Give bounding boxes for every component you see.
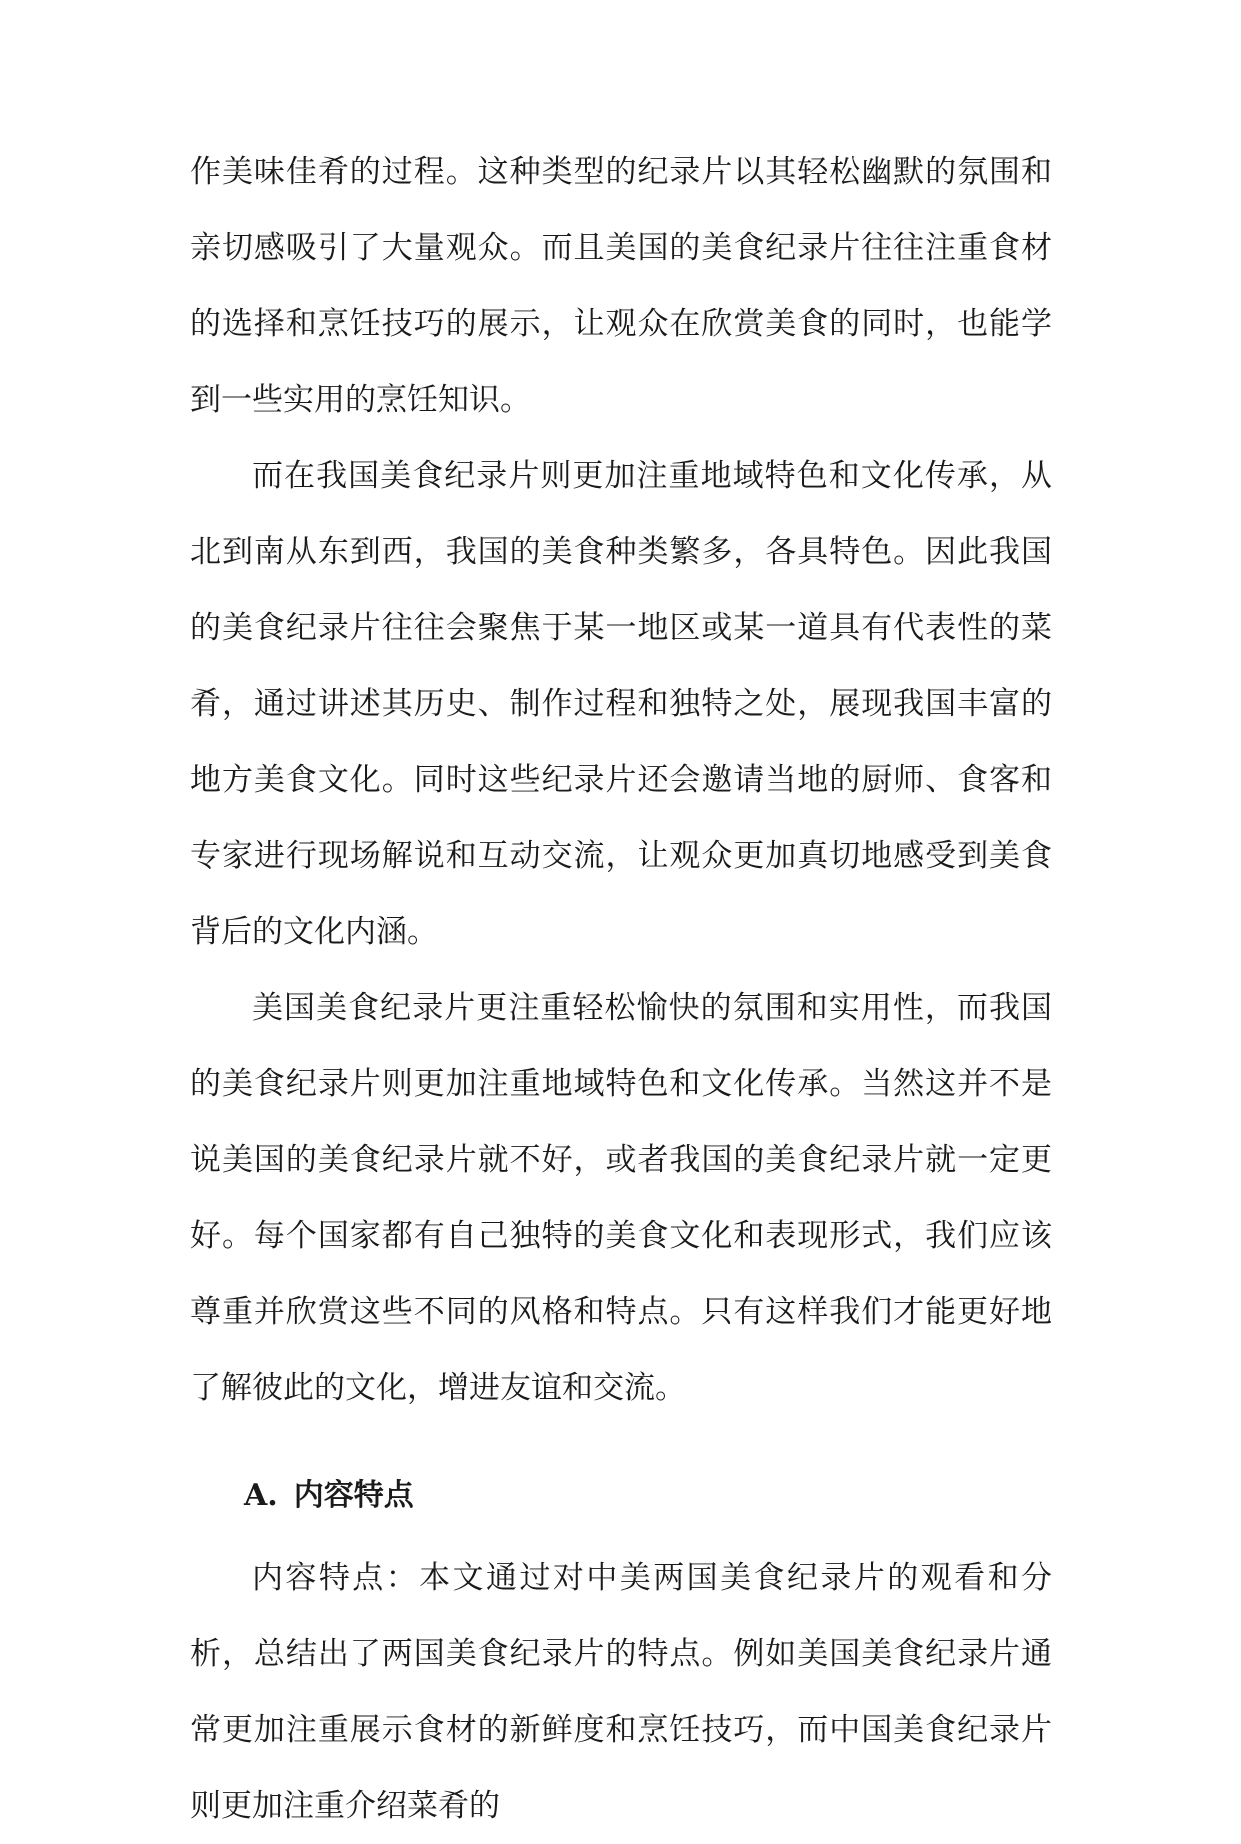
body-paragraph-1: 作美味佳肴的过程。这种类型的纪录片以其轻松幽默的氛围和亲切感吸引了大量观众。而且美国的美食纪录片往往注重食材的选择和烹饪技巧的展示，让观众在欣赏美食的同时，也能学到一些实用的烹饪知识。 — [190, 154, 1052, 418]
body-paragraph-4: 内容特点：本文通过对中美两国美食纪录片的观看和分析，总结出了两国美食纪录片的特点。例如美国美食纪录片通常更加注重展示食材的新鲜度和烹饪技巧，而中国美食纪录片则更加注重介绍菜肴的 — [190, 1560, 1052, 1824]
section-number: A. — [244, 1478, 278, 1513]
section-title: 内容特点 — [293, 1478, 414, 1513]
body-paragraph-3: 美国美食纪录片更注重轻松愉快的氛围和实用性，而我国的美食纪录片则更加注重地域特色和文化传承。当然这并不是说美国的美食纪录片就不好，或者我国的美食纪录片就一定更好。每个国家都有自己独特的美食文化和表现形式，我们应该尊重并欣赏这些不同的风格和特点。只有这样我们才能更好地了解彼此的文化，增进友谊和交流。 — [190, 990, 1052, 1406]
body-paragraph-2: 而在我国美食纪录片则更加注重地域特色和文化传承，从北到南从东到西，我国的美食种类繁多，各具特色。因此我国的美食纪录片往往会聚焦于某一地区或某一道具有代表性的菜肴，通过讲述其历史、制作过程和独特之处，展现我国丰富的地方美食文化。同时这些纪录片还会邀请当地的厨师、食客和专家进行现场解说和互动交流，让观众更加真切地感受到美食背后的文化内涵。 — [190, 458, 1052, 950]
section-heading — [244, 1460, 1052, 1532]
document-page — [190, 134, 1052, 1844]
